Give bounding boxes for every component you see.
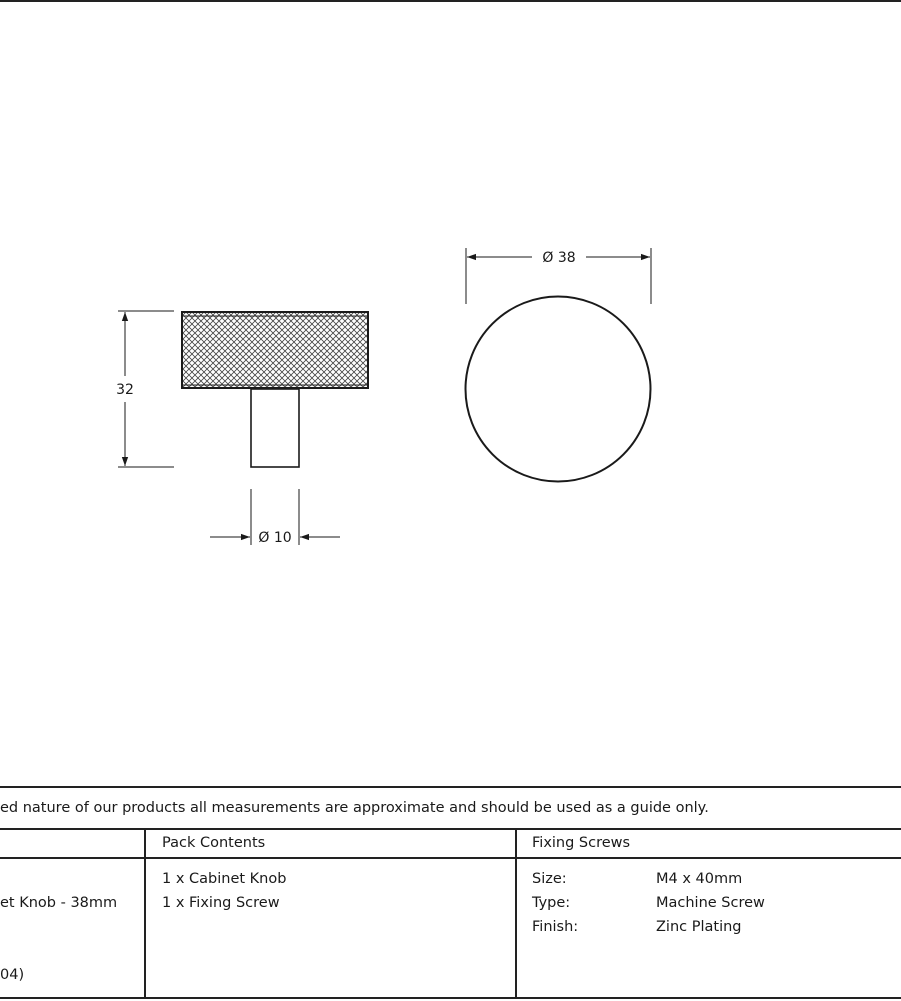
table-header-top-border: [0, 828, 901, 830]
screw-type-label: Type:: [532, 895, 571, 911]
front-view: [466, 248, 652, 482]
screw-finish-value: Zinc Plating: [656, 919, 742, 935]
product-code-text: 04): [0, 967, 25, 983]
fixing-screws-header: Fixing Screws: [532, 835, 631, 851]
table-bottom-border: [0, 997, 901, 999]
pack-contents-item: 1 x Fixing Screw: [162, 895, 280, 911]
height-label: 32: [116, 382, 134, 398]
column-divider-2: [515, 828, 517, 999]
pack-contents-item: 1 x Cabinet Knob: [162, 871, 287, 887]
column-divider-1: [144, 828, 146, 999]
screw-size-value: M4 x 40mm: [656, 871, 743, 887]
knob-stem: [251, 389, 299, 467]
table-top-border: [0, 786, 901, 788]
screw-size-label: Size:: [532, 871, 567, 887]
product-name-text: et Knob - 38mm: [0, 895, 118, 911]
stem-diameter-label: Ø 10: [258, 530, 292, 546]
pack-contents-header: Pack Contents: [162, 835, 266, 851]
knob-face-circle: [466, 297, 651, 482]
screw-finish-label: Finish:: [532, 919, 579, 935]
knob-head-knurled: [182, 312, 368, 388]
disclaimer-text: ed nature of our products all measurements are approximate and should be used as a guide only.: [0, 800, 709, 816]
table-header-bottom-border: [0, 857, 901, 859]
side-view: [116, 311, 368, 546]
diameter-label: Ø 38: [542, 250, 576, 266]
screw-type-value: Machine Screw: [656, 895, 765, 911]
spec-table: [0, 786, 901, 1001]
